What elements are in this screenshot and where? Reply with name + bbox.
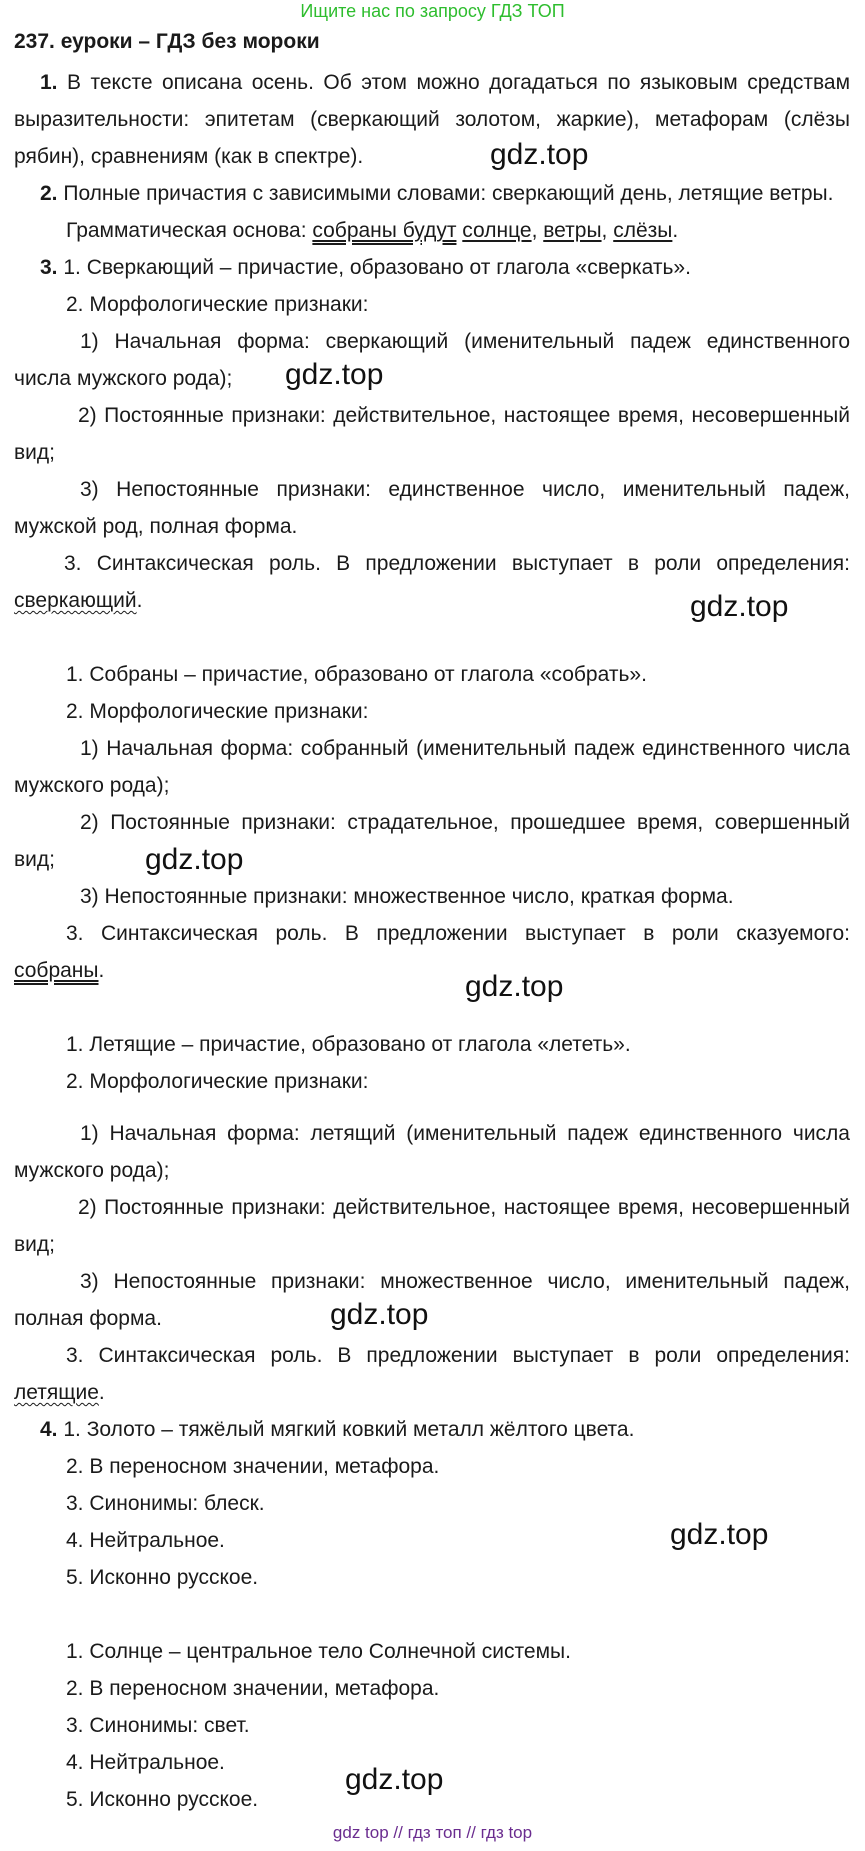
q1-line-2: выразительности: эпитетам (сверкающий золотом, жаркие), метафорам (слёзы — [14, 108, 850, 131]
q2-number: 2. — [40, 182, 58, 205]
q4b-line-2: 2. В переносном значении, метафора. — [66, 1677, 440, 1700]
q1-line-3: рябин), сравнениям (как в спектре). — [14, 145, 364, 168]
q3c-line-8: полная форма. — [14, 1307, 162, 1330]
q3a-line-5: 2) Постоянные признаки: действительное, настоящее время, несовершенный — [78, 404, 850, 427]
q4a-line-2: 2. В переносном значении, метафора. — [66, 1455, 440, 1478]
q3c-line-1: 1. Летящие – причастие, образовано от глагола «лететь». — [66, 1033, 631, 1056]
watermark: gdz.top — [670, 1518, 769, 1551]
attribute-underlined: летящие — [14, 1381, 99, 1404]
q3c-line-9: 3. Синтаксическая роль. В предложении выступает в роли определения: — [66, 1344, 850, 1367]
q4a-line-4: 4. Нейтральное. — [66, 1529, 225, 1552]
q3c-line-5: 2) Постоянные признаки: действительное, настоящее время, несовершенный — [78, 1196, 850, 1219]
q3a-line-7: 3) Непостоянные признаки: единственное число, именительный падеж, — [80, 478, 850, 501]
q4a-line-1: 4. 1. Золото – тяжёлый мягкий ковкий металл жёлтого цвета. — [40, 1418, 635, 1441]
q3a-line-1: 3. 1. Сверкающий – причастие, образовано от глагола «сверкать». — [40, 256, 691, 279]
q4b-line-1: 1. Солнце – центральное тело Солнечной системы. — [66, 1640, 571, 1663]
attribute-underlined: сверкающий — [14, 589, 137, 612]
subject-underlined: солнце — [462, 219, 532, 242]
predicate-underlined: собраны будут — [312, 219, 457, 242]
watermark: gdz.top — [145, 843, 244, 876]
watermark: gdz.top — [690, 590, 789, 623]
q4b-line-3: 3. Синонимы: свет. — [66, 1714, 250, 1737]
q3b-line-1: 1. Собраны – причастие, образовано от глагола «собрать». — [66, 663, 647, 686]
q3b-line-5: 2) Постоянные признаки: страдательное, прошедшее время, совершенный — [80, 811, 850, 834]
q4a-line-3: 3. Синонимы: блеск. — [66, 1492, 265, 1515]
q3c-line-4: мужского рода); — [14, 1159, 170, 1182]
subject-underlined: слёзы — [613, 219, 673, 242]
page-title: 237. еуроки – ГДЗ без мороки — [14, 30, 320, 53]
q3a-line-8: мужской род, полная форма. — [14, 515, 298, 538]
predicate-underlined: собраны — [14, 959, 99, 982]
q3b-line-9: собраны. — [14, 959, 105, 982]
q4a-line-5: 5. Исконно русское. — [66, 1566, 259, 1589]
q4b-line-4: 4. Нейтральное. — [66, 1751, 225, 1774]
q3b-line-6: вид; — [14, 848, 55, 871]
search-banner[interactable]: Ищите нас по запросу ГДЗ ТОП — [300, 1, 565, 21]
q3a-line-4: числа мужского рода); — [14, 367, 233, 390]
watermark: gdz.top — [490, 138, 589, 171]
watermark: gdz.top — [285, 358, 384, 391]
q3b-line-7: 3) Непостоянные признаки: множественное число, краткая форма. — [80, 885, 734, 908]
q4-number: 4. — [40, 1418, 58, 1441]
q3b-line-4: мужского рода); — [14, 774, 170, 797]
watermark: gdz.top — [330, 1298, 429, 1331]
q3b-line-2: 2. Морфологические признаки: — [66, 700, 369, 723]
subject-underlined: ветры — [543, 219, 602, 242]
q3b-line-8: 3. Синтаксическая роль. В предложении выступает в роли сказуемого: — [66, 922, 850, 945]
q3b-line-3: 1) Начальная форма: собранный (именительный падеж единственного числа — [80, 737, 850, 760]
watermark: gdz.top — [465, 970, 564, 1003]
q3c-line-10: летящие. — [14, 1381, 105, 1404]
q3a-line-2: 2. Морфологические признаки: — [66, 293, 369, 316]
q1-number: 1. — [40, 71, 58, 94]
q3a-line-10: сверкающий. — [14, 589, 143, 612]
q2-line-1: 2. Полные причастия с зависимыми словами: сверкающий день, летящие ветры. — [40, 182, 834, 205]
watermark: gdz.top — [345, 1763, 444, 1796]
q3c-line-7: 3) Непостоянные признаки: множественное число, именительный падеж, — [80, 1270, 850, 1293]
q4b-line-5: 5. Исконно русское. — [66, 1788, 259, 1811]
q1-line-1: 1. В тексте описана осень. Об этом можно догадаться по языковым средствам — [40, 71, 851, 94]
q3-number: 3. — [40, 256, 58, 279]
q3c-line-3: 1) Начальная форма: летящий (именительный падеж единственного числа — [80, 1122, 850, 1145]
q3c-line-6: вид; — [14, 1233, 55, 1256]
q3a-line-3: 1) Начальная форма: сверкающий (именительный падеж единственного — [80, 330, 850, 353]
q2-line-2: Грамматическая основа: собраны будут солнце, ветры, слёзы. — [66, 219, 679, 242]
q3a-line-6: вид; — [14, 441, 55, 464]
footer-links[interactable]: gdz top // гдз топ // гдз top — [332, 1823, 533, 1842]
q3a-line-9: 3. Синтаксическая роль. В предложении выступает в роли определения: — [64, 552, 850, 575]
q3c-line-2: 2. Морфологические признаки: — [66, 1070, 369, 1093]
